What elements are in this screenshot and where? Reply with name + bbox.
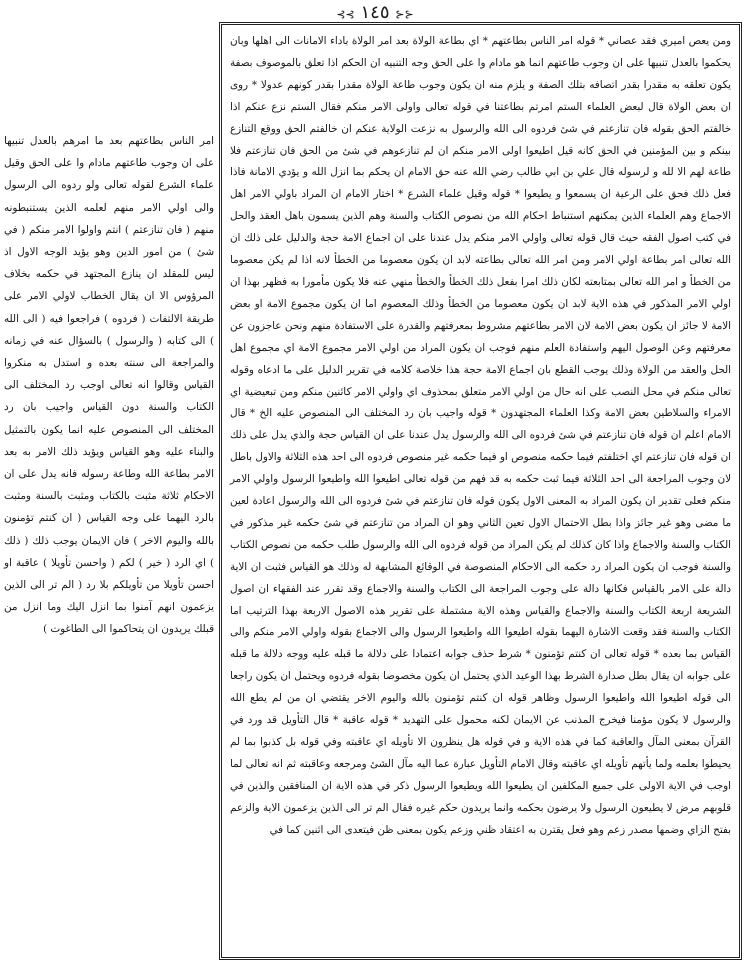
right-ornament-icon: ⊱⊱ <box>336 8 355 21</box>
left-ornament-icon: ⊰⊰ <box>395 8 414 21</box>
main-commentary-text: ومن يعص اميري فقد عصاني * قوله امر الناس بطاعتهم * اي بطاعة الولاة بعد امر الولاة باداء الامانات الى اهلها وبان يحكموا بالعدل تنبيها على ان وجوب طاعتهم انما هو مادام وا على الحق وجه التنبيه ان الحكم اذا تعلق بالموصوف بصفة يكون تعلقه به مقدرا بقدر اتصافه بتلك الصفة و يلزم منه ان يكون وجوب طاعة الولاة مقدرا بقدر كونهم عدولا * روى ان بعض الولاة قال لبعض العلماء الستم امرتم بطاعتنا في قوله تعالى واولى الامر منكم فقال الستم نزع عنكم اذا خالفتم الحق بقوله فان تنازعتم في شئ فردوه الى الله والرسول به نزعت الولاية عنكم ان خالفتم الحق ووقع التنازع بينكم و بين المؤمنين في الحق كانه قيل اطيعوا اولى الامر منكم ان لم تنازعوهم في شئ من الحق فان تنازعتم فلا طاعة لهم الا لله و لرسوله قال علي بن ابي طالب رضي الله عنه حق الامام ان يحكم بما انزل الله و يؤدي الامانة فاذا فعل ذلك فحق على الرعية ان يسمعوا و يطيعوا * قوله وقيل علماء الشرع * اختار الامام ان المراد باولي الامر اهل الاجماع وهم العلماء الذين يمكنهم استنباط احكام الله من نصوص الكتاب والسنة وهم الذين يسمون باهل العقد والحل في كتب اصول الفقه حيث قال قوله تعالى واولي الامر منكم يدل عندنا على ان اجماع الامة حجة والدليل على ذلك ان الله تعالى امر بطاعة اولي الامر ومن امر الله تعالى بطاعته لابد ان يكون معصوما من الخطأ لانه اذا لم يكن معصوما من الخطأ و امر الله تعالى بمتابعته لكان ذلك امرا بفعل ذلك الخطأ والخطأ منهي عنه فلا يكون مأمورا به فظهر بهذا ان اولي الامر المذكور في هذه الاية لابد ان يكون معصوما من الخطأ وذلك المعصوم اما ان يكون مجموع الامة او بعض الامة لا جائز ان يكون بعض الامة لان الامر بطاعتهم مشروط بمعرفتهم والقدرة على الاستفادة منهم ونحن عاجزون عن معرفتهم وعن الوصول اليهم واستفادة العلم منهم فوجب ان يكون المراد من اولي الامر مجموع الامة اي مجموع اهل الحل والعقد من الولاة وذلك يوجب القطع بان اجماع الامة حجة هذا خلاصة كلامه في تقرير الدليل على ما ادعاه وقوله تعالى منكم في محل النصب على انه حال من اولي الامر متعلق بمحذوف اي واولي الامر كائنين منكم ومن تبعيضية اي الامراء والسلاطين بعض الامة وكذا العلماء المجتهدون * قوله واجيب بان رد المختلف الى المنصوص عليه الخ * قال الامام اعلم ان قوله فان تنازعتم في شئ فردوه الى الله والرسول يدل عندنا على ان القياس حجة والذي يدل على ذلك ان قوله فان تنازعتم اي اختلفتم فيما حكمه منصوص او فيما حكمه غير منصوص فردوه الى احد هذه الثلاثة والاول باطل لان وجوب المراجعة الى احد الثلاثة فيما ثبت حكمه به قد فهم من قوله تعالى اطيعوا الله واطيعوا الرسول واولي الامر منكم فعلى تقدير ان يكون المراد به المعنى الاول يكون قوله فان تنازعتم في شئ فردوه الى الله والرسول اعادة لعين ما مضى وهو غير جائز واذا بطل الاحتمال الاول تعين الثاني وهو ان المراد من تنازعتم في شئ حكمه غير مذكور في الكتاب والسنة والاجماع واذا كان كذلك لم يكن المراد من قوله فردوه الى الله والرسول طلب حكمه من نصوص الكتاب والسنة فوجب ان يكون المراد رد حكمه الى الاحكام المنصوصة في الوقائع المشابهة له وذلك هو القياس فثبت ان الاية دالة على الامر بالقياس فكانها دالة على وجوب المراجعة الى الكتاب والسنة والاجماع وقد تقرر عند الفقهاء ان اصول الشريعة اربعة الكتاب والسنة والاجماع والقياس وهذه الاية مشتملة على تقرير هذه الاصول الاربعة بهذا الترتيب اما الكتاب والسنة فقد وقعت الاشارة اليهما بقوله اطيعوا الله واطيعوا الرسول والى الاجماع بقوله واولي الامر منكم والى القياس بما بعده * قوله تعالى ان كنتم تؤمنون * شرط حذف جوابه اعتمادا على دلالة ما قبله عليه ووجه دلالة ما قبله على جوابه ان يقال بطل صدارة الشرط بهذا الوعيد الذي يحتمل ان يكون مخصوصا بقوله فردوه ويحتمل ان يكون راجعا الى قوله اطيعوا الله واطيعوا الرسول وظاهر قوله ان كنتم تؤمنون بالله واليوم الاخر يقتضي ان من لم يطع الله والرسول لا يكون مؤمنا فيخرج المذنب عن الايمان لكنه محمول على التهديد * قوله عاقبة * قال التأويل قد ورد في القرآن بمعنى المآل والعاقبة كما في هذه الاية و في قوله هل ينظرون الا تأويله اي عاقبته وفي قوله بل كذبوا بما لم يحيطوا بعلمه ولما يأتهم تأويله اي عاقبته وقال الامام التأويل عبارة عما اليه مآل الشئ ومرجعه وعاقبته ثم انه تعالى لما اوجب في الاية الاولى على جميع المكلفين ان يطيعوا الله ويطيعوا الرسول ذكر في هذه الاية ان المنافقين والذين في قلوبهم مرض لا يطيعون الرسول ولا يرضون بحكمه وانما يريدون حكم غيره فقال الم تر الى الذين يزعمون الاية والزعم بفتح الزاي وضمها مصدر زعم وهو فعل يقترن به اعتقاد ظني وزعم يكون بمعنى ظن فيتعدى الى اثنين كما في <box>230 35 731 836</box>
main-commentary-frame <box>219 22 742 960</box>
margin-text: امر الناس بطاعتهم بعد ما امرهم بالعدل تنبيها على ان وجوب طاعتهم مادام وا على الحق وقيل علماء الشرع لقوله تعالى ولو ردوه الى الرسول والى اولي الامر منهم لعلمه الذين يستنبطونه منهم ( فان تنازعتم ) انتم واولوا الامر منكم ( في شئ ) من امور الدين وهو يؤيد الوجه الاول اذ ليس للمقلد ان ينازع المجتهد في حكمه بخلاف المرؤوس الا ان يقال الخطاب لاولي الامر على طريقة الالتفات ( فردوه ) فراجعوا فيه ( الى الله ) الى كتابه ( والرسول ) بالسؤال عنه في زمانه والمراجعة الى سنته بعده و استدل به منكروا القياس وقالوا انه تعالى اوجب رد المختلف الى الكتاب والسنة دون القياس واجيب بان رد المختلف الى المنصوص عليه انما يكون بالتمثيل والبناء عليه وهو القياس ويؤيد ذلك الامر به بعد الامر بطاعة الله وطاعة رسوله فانه يدل على ان الاحكام ثلاثة مثبت بالكتاب ومثبت بالسنة ومثبت بالرد اليهما على وجه القياس ( ان كنتم تؤمنون بالله واليوم الاخر ) فان الايمان يوجب ذلك ( ذلك ) اي الرد ( خير ) لكم ( واحسن تأويلا ) عاقبة او احسن تأويلا من تأويلكم بلا رد ( الم تر الى الذين يزعمون انهم آمنوا بما انزل اليك وما انزل من قبلك يريدون ان يتحاكموا الى الطاغوت ) <box>4 135 214 636</box>
page-number-text: ١٤٥ <box>360 2 390 23</box>
